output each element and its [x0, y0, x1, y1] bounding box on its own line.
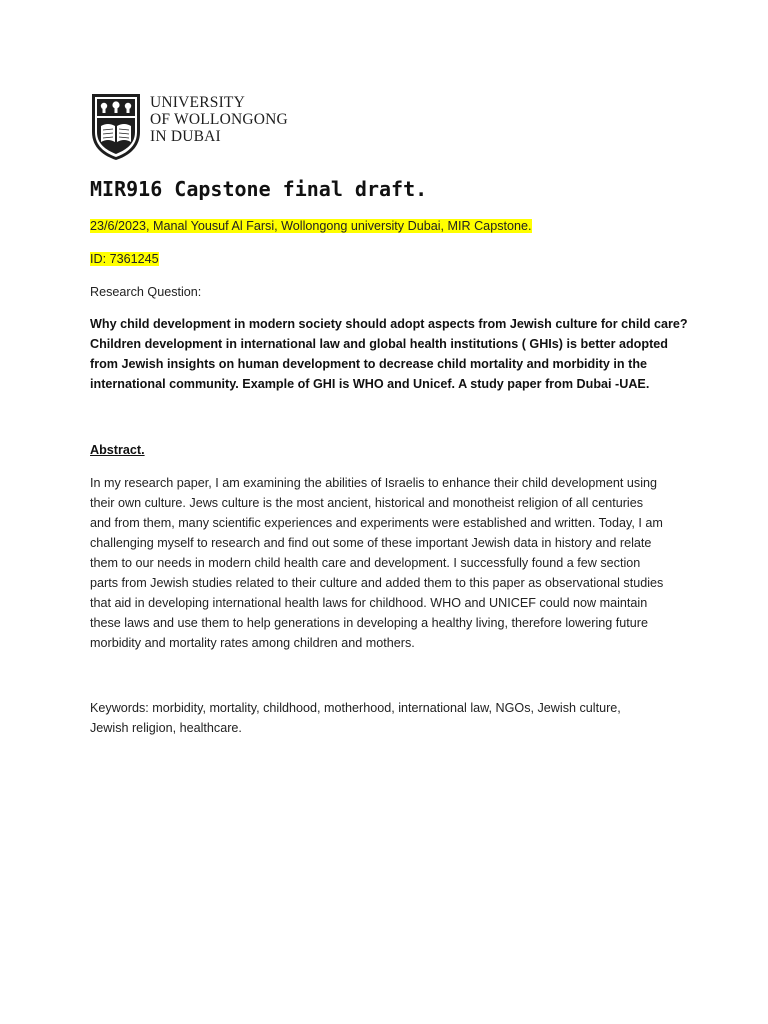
research-question	[90, 314, 688, 394]
logo-line-3: IN DUBAI	[150, 128, 221, 145]
document-title: MIR916 Capstone final draft.	[90, 177, 428, 201]
abstract-heading: Abstract.	[90, 443, 145, 457]
id-line-block	[90, 249, 680, 269]
research-question-label: Research Question:	[90, 285, 202, 299]
student-id: ID: 7361245	[90, 252, 159, 266]
university-crest-icon	[90, 92, 142, 162]
abstract-heading-block	[90, 440, 680, 460]
research-question-line: Why child development in modern society should adopt aspects from Jewish culture for child care?	[90, 317, 688, 331]
abstract-line: challenging myself to research and find out some of these important Jewish data in history and relate	[90, 536, 652, 550]
university-name	[150, 94, 288, 145]
keywords	[90, 698, 680, 738]
keywords-line: Keywords: morbidity, mortality, childhood, motherhood, international law, NGOs, Jewish culture,	[90, 701, 621, 715]
abstract-line: In my research paper, I am examining the abilities of Israelis to enhance their child development using	[90, 476, 658, 490]
abstract-line: their own culture. Jews culture is the most ancient, historical and monotheist religion of all centuries	[90, 496, 643, 510]
abstract-line: these laws and use them to help generations in developing a healthy living, therefore lowering future	[90, 616, 648, 630]
abstract-line: them to our needs in modern child health care and development. I successfully found a few section	[90, 556, 641, 570]
abstract-line: and from them, many scientific experiences and experiments were established and written. Today, I am	[90, 516, 663, 530]
university-logo	[90, 92, 288, 162]
meta-line-block	[90, 216, 680, 236]
logo-line-1: UNIVERSITY	[150, 94, 245, 111]
research-question-line: from Jewish insights on human development to decrease child mortality and morbidity in the	[90, 357, 648, 371]
meta-line: 23/6/2023, Manal Yousuf Al Farsi, Wollongong university Dubai, MIR Capstone.	[90, 219, 532, 233]
research-question-line: Children development in international law and global health institutions ( GHIs) is better adopted	[90, 337, 668, 351]
abstract-line: morbidity and mortality rates among children and mothers.	[90, 636, 415, 650]
logo-line-2: OF WOLLONGONG	[150, 111, 288, 128]
abstract-line: parts from Jewish studies related to their culture and added them to this paper as observational studies	[90, 576, 664, 590]
keywords-line: Jewish religion, healthcare.	[90, 721, 242, 735]
research-question-line: international community. Example of GHI is WHO and Unicef. A study paper from Dubai -UAE.	[90, 377, 650, 391]
abstract-line: that aid in developing international health laws for childhood. WHO and UNICEF could now maintain	[90, 596, 648, 610]
abstract-body	[90, 473, 680, 653]
